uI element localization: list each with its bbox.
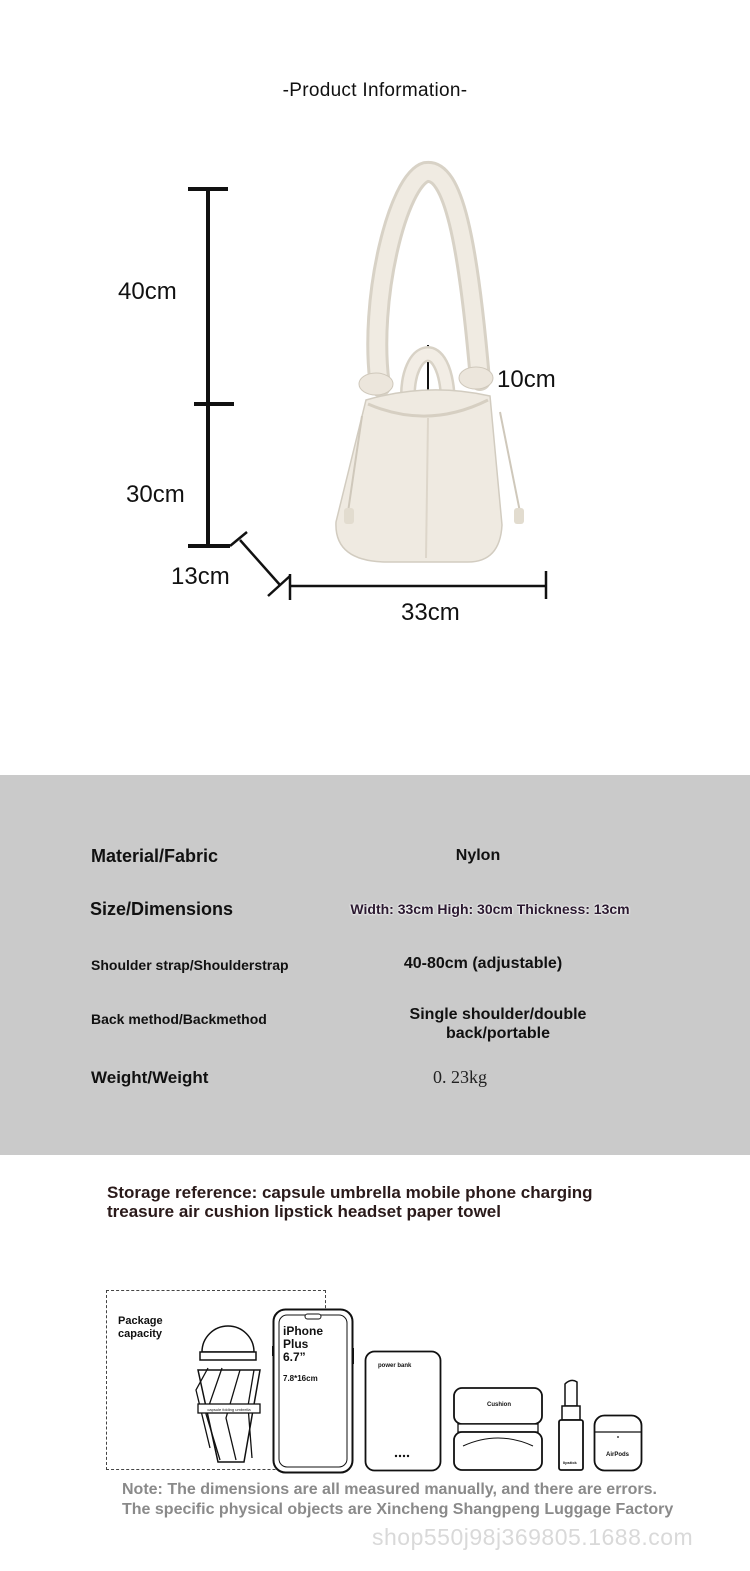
spec-label-weight: Weight/Weight (91, 1068, 209, 1087)
lipstick-label: lipstick (563, 1460, 577, 1465)
phone-size-label: 7.8*16cm (283, 1374, 318, 1383)
spec-label-material: Material/Fabric (91, 846, 219, 866)
spec-value-size: Width: 33cm High: 30cm Thickness: 13cm (350, 901, 630, 917)
storage-reference (107, 1183, 667, 1221)
spec-value-back (378, 1005, 618, 1043)
note-line-1: Note: The dimensions are all measured manually, and there are errors. (122, 1481, 657, 1498)
handle-drop-label: 10cm (497, 366, 556, 393)
section-title: -Product Information- (282, 80, 468, 101)
spec-label-back: Back method/Backmethod (91, 1011, 267, 1027)
spec-value-material: Nylon (455, 847, 501, 864)
spec-value-back-line2: back/portable (445, 1025, 551, 1042)
phone-label-line2: Plus (283, 1337, 309, 1351)
width-label: 33cm (401, 599, 460, 626)
phone-label-line1: iPhone (283, 1324, 324, 1338)
spec-label-strap: Shoulder strap/Shoulderstrap (91, 957, 289, 973)
phone-label (283, 1325, 323, 1364)
storage-line-1: Storage reference: capsule umbrella mobile phone charging (107, 1183, 593, 1202)
lipstick-icon (557, 1376, 585, 1472)
shop-watermark: shop550j98j369805.1688.com (372, 1524, 694, 1550)
cushion-label: Cushion (487, 1402, 511, 1408)
power-bank-label: power bank (378, 1363, 412, 1369)
spec-value-weight: 0. 23kg (433, 1067, 487, 1087)
thickness-label: 13cm (171, 563, 230, 590)
strap-drop-label: 40cm (118, 278, 177, 305)
spec-value-back-line1: Single shoulder/double (409, 1006, 587, 1023)
cushion-icon (451, 1386, 545, 1472)
height-label: 30cm (126, 481, 185, 508)
package-label-line2: capacity (118, 1328, 163, 1340)
spec-label-size: Size/Dimensions (90, 899, 234, 919)
umbrella-label: capsule folding umbrella (207, 1407, 251, 1412)
airpods-label: AirPods (606, 1452, 630, 1458)
measurement-note (122, 1480, 732, 1520)
phone-label-line3: 6.7” (283, 1350, 306, 1364)
note-line-2: The specific physical objects are Xincheng Shangpeng Luggage Factory (122, 1501, 674, 1518)
package-label-line1: Package (118, 1315, 163, 1327)
umbrella-icon (188, 1318, 268, 1468)
storage-line-2: treasure air cushion lipstick headset paper towel (107, 1202, 501, 1221)
airpods-icon (593, 1414, 643, 1472)
bag-image (318, 160, 558, 570)
spec-value-strap: 40-80cm (adjustable) (403, 955, 563, 972)
package-capacity-label (118, 1315, 163, 1341)
